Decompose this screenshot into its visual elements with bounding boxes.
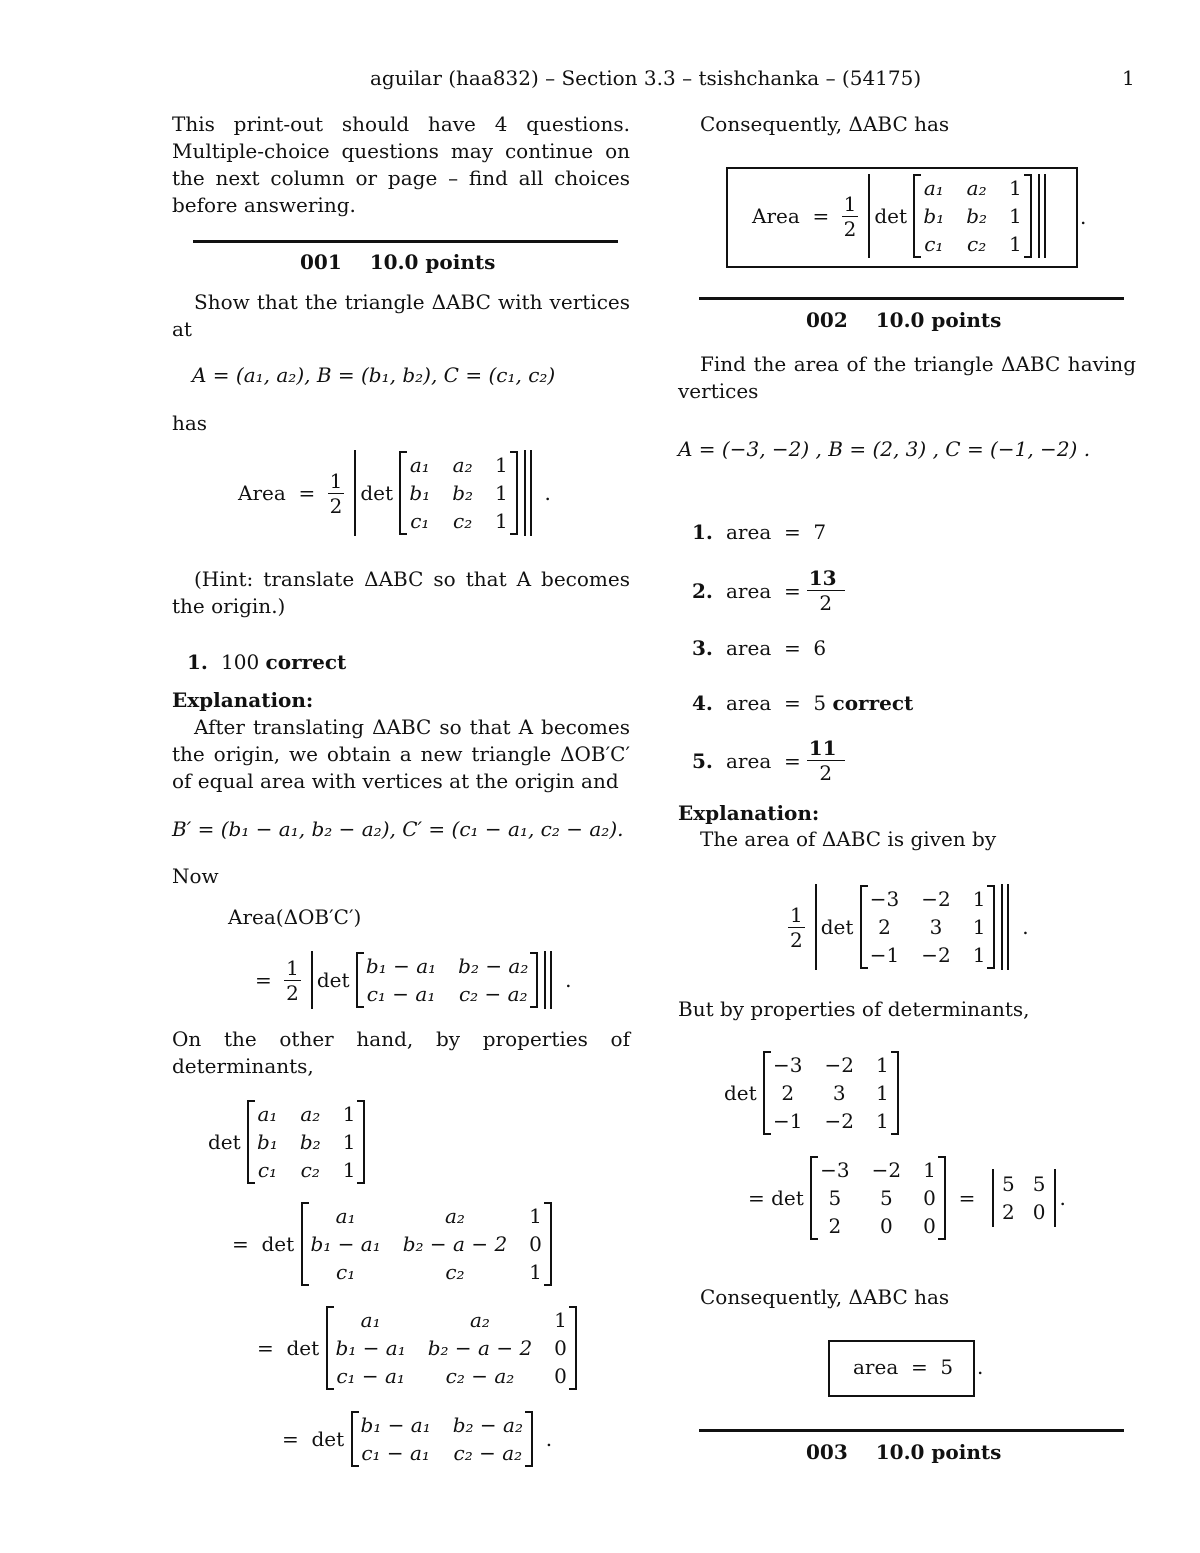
q2-points: 10.0 points [875,308,1002,332]
frac-num: 13 [807,566,845,591]
correct-mark: correct [832,691,914,715]
period: . [1080,205,1087,229]
q1-now: Now [172,864,219,888]
q1-explanation-label: Explanation: [172,688,314,712]
choice-text: area = [726,748,801,773]
q1-det-1: det a₁ a₂ 1 b₁ b₂ 1 c₁ c₂ 1 [208,1100,365,1184]
q1-area-formula: Area = $\frac{1}{2}$ det a₁ a₂ 1 b₁ b₂ 1 c₁ c₂ 1 . [238,448,551,538]
q2-area-formula: $\frac{1}{2}$ det −3 −2 1 2 3 1 −1 −2 1 . [782,882,1029,972]
q2-det-1: det −3 −2 1 2 3 1 −1 −2 1 [724,1050,899,1136]
choice-number: 1. [692,520,713,544]
q2-rule [699,297,1124,300]
q3-number: 003 [806,1440,848,1464]
q3-rule [699,1429,1124,1432]
choice-number: 1. [187,650,208,674]
choice-number: 5. [692,748,713,773]
right-consequently: Consequently, ΔABC has [700,112,950,136]
q2-prompt: Find the area of the triangle ΔABC having vertices [678,352,1136,403]
q1-result-formula: Area = $\frac{1}{2}$ det a₁ a₂ 1 b₁ b₂ 1 c₁ c₂ 1 [752,172,1046,260]
q1-choice-1[interactable] [187,650,346,674]
q3-heading [806,1440,1001,1464]
period: . [977,1355,984,1379]
q2-choice-1[interactable] [692,520,826,544]
correct-mark: correct [265,650,347,674]
q1-heading [300,250,495,274]
q1-det-3: = det a₁ a₂ 1 b₁ − a₁ b₂ − a − 2 0 c₁ − a₁ c₂ − a₂ 0 [257,1306,577,1390]
q1-det-4: = det b₁ − a₁ b₂ − a₂ c₁ − a₁ c₂ − a₂ . [282,1413,553,1465]
q1-number: 001 [300,250,342,274]
choice-text: area = 7 [726,520,827,544]
choice-text: area = [726,578,801,603]
choice-text: area = 5 [726,691,827,715]
q1-has: has [172,411,208,435]
q1-rule [193,240,618,243]
det-label: det [360,481,394,505]
q1-vertices: A = (a₁, a₂), B = (b₁, b₂), C = (c₁, c₂) [192,363,556,387]
choice-text: area = 6 [726,636,827,660]
choice-number: 2. [692,578,713,603]
intro-text: This print-out should have 4 questions. Multiple-choice questions may continue on the next column or page – find all choices before answering. [172,112,630,217]
area-label: Area [238,481,286,505]
q1-area-obc: Area(ΔOB′C′) [228,905,362,929]
q2-choice-5[interactable] [692,736,851,785]
q1-translated: B′ = (b₁ − a₁, b₂ − a₂), C′ = (c₁ − a₁, c₂ − a₂). [172,817,624,841]
q2-choice-2[interactable] [692,566,851,615]
q1-other-hand: On the other hand, by properties of determinants, [172,1027,630,1078]
choice-number: 4. [692,691,713,715]
q2-choice-4[interactable] [692,691,913,715]
frac-num: 11 [807,736,845,761]
q1-hint: (Hint: translate ΔABC so that A becomes the origin.) [172,567,630,618]
q3-points: 10.0 points [875,1440,1002,1464]
q2-number: 002 [806,308,848,332]
q1-explanation-text: After translating ΔABC so that A becomes the origin, we obtain a new triangle ΔOB′C′ of equal area with vertices at the origin and [172,715,630,793]
frac-den: 2 [819,591,833,615]
q2-explanation-label: Explanation: [678,801,820,825]
q1-det-2: = det a₁ a₂ 1 b₁ − a₁ b₂ − a − 2 0 c₁ c₂ 1 [232,1202,552,1286]
q2-heading [806,308,1001,332]
q2-vertices: A = (−3, −2) , B = (2, 3) , C = (−1, −2) . [678,437,1091,461]
area-label: Area [752,204,800,228]
q2-consequently: Consequently, ΔABC has [700,1285,950,1309]
q2-det-2: = det −3 −2 1 5 5 0 2 0 0 = 5 5 2 0 . [748,1158,1066,1238]
choice-text: 100 [221,650,260,674]
q2-final-area: area = 5 [853,1355,954,1379]
q1-area-obc-formula: = $\frac{1}{2}$ det b₁ − a₁ b₂ − a₂ c₁ − a₁ c₂ − a₂ . [255,950,571,1010]
page-header: aguilar (haa832) – Section 3.3 – tsishchanka – (54175) [370,66,922,90]
q2-props: But by properties of determinants, [678,997,1030,1021]
page-number: 1 [1122,66,1135,90]
q2-choice-3[interactable] [692,636,826,660]
q1-points: 10.0 points [369,250,496,274]
q2-explanation-text: The area of ΔABC is given by [700,827,997,851]
choice-number: 3. [692,636,713,660]
q1-prompt: Show that the triangle ΔABC with vertices at [172,290,630,341]
frac-den: 2 [819,761,833,785]
